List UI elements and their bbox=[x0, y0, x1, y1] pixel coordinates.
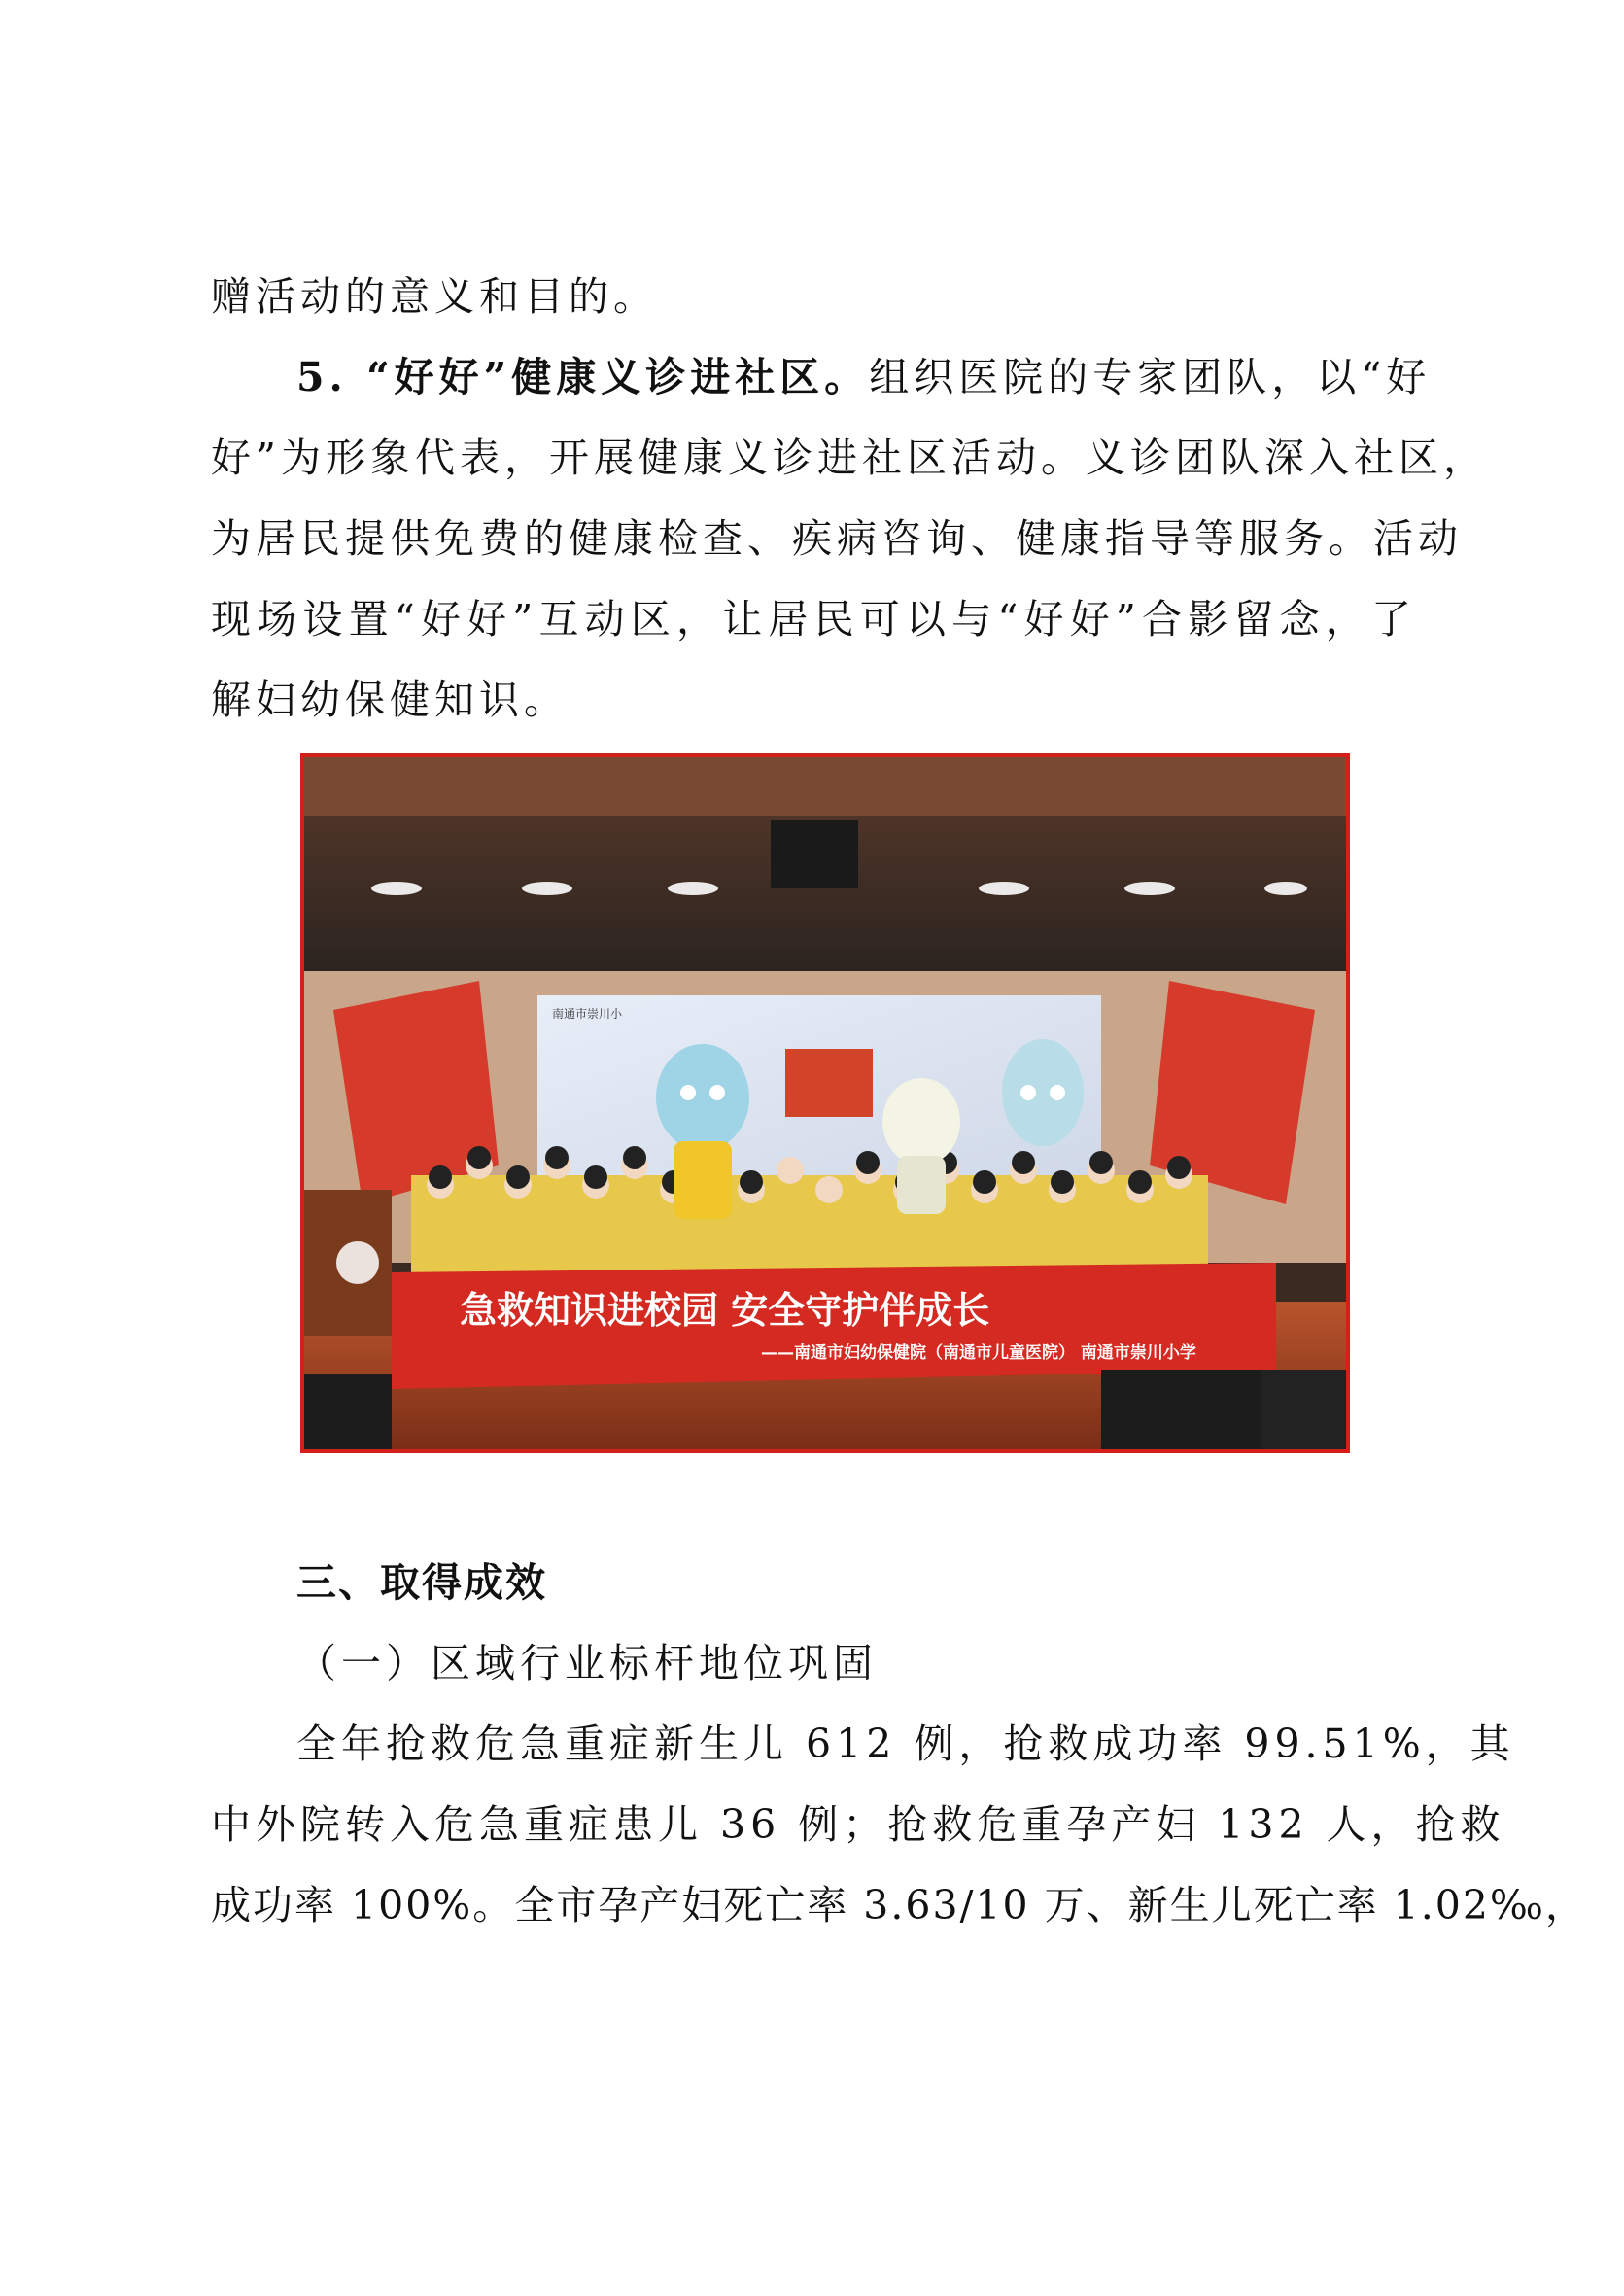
item-5-line-1 bbox=[211, 350, 1432, 404]
section-heading: 三、取得成效 bbox=[296, 1559, 547, 1606]
item-5-line-4: 现场设置“好好”互动区，让居民可以与“好好”合影留念，了 bbox=[211, 596, 1416, 643]
speaker-right bbox=[1101, 1370, 1266, 1449]
banner-sub-text: ——南通市妇幼保健院（南通市儿童医院） 南通市崇川小学 bbox=[761, 1343, 1196, 1363]
item-5-line-5: 解妇幼保健知识。 bbox=[211, 677, 569, 723]
item-5-line-2: 好”为形象代表，开展健康义诊进社区活动。义诊团队深入社区， bbox=[211, 435, 1488, 481]
body-line: 赠活动的意义和目的。 bbox=[211, 273, 658, 320]
projector bbox=[771, 820, 858, 888]
results-line-1: 全年抢救危急重症新生儿 612 例，抢救成功率 99.51%，其 bbox=[296, 1721, 1515, 1767]
speaker-left bbox=[304, 1374, 392, 1449]
item-5-title: 5. “好好”健康义诊进社区。 bbox=[296, 354, 870, 400]
item-5-text: 组织医院的专家团队，以“好 bbox=[869, 354, 1432, 400]
mascot-right bbox=[1002, 1039, 1084, 1146]
item-5-line-3: 为居民提供免费的健康检查、疾病咨询、健康指导等服务。活动 bbox=[211, 515, 1463, 562]
screen-text: 南通市崇川小 bbox=[552, 1007, 623, 1021]
results-line-3: 成功率 100%。全市孕产妇死亡率 3.63/10 万、新生儿死亡率 1.02‰， bbox=[211, 1882, 1587, 1929]
speaker-far-right bbox=[1261, 1370, 1346, 1449]
event-photo bbox=[300, 753, 1350, 1453]
banner-main-text: 急救知识进校园 安全守护伴成长 bbox=[460, 1289, 990, 1332]
results-line-2: 中外院转入危急重症患儿 36 例；抢救危重孕产妇 132 人，抢救 bbox=[211, 1801, 1505, 1848]
subsection-heading: （一）区域行业标杆地位巩固 bbox=[296, 1640, 878, 1687]
event-photo-illustration bbox=[304, 757, 1346, 1449]
